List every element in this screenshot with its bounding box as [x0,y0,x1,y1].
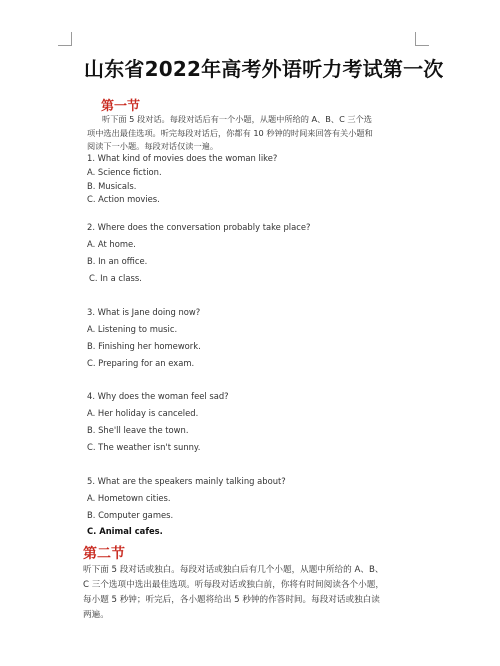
question-4: 4. Why does the woman feel sad? [87,391,229,401]
question-2-option-c: C. In a class. [89,273,142,283]
question-2-option-a: A. At home. [87,239,136,249]
question-2: 2. Where does the conversation probably take place? [87,222,311,232]
section1-heading: 第一节 [101,99,141,114]
question-5-option-c: C. Animal cafes. [87,526,163,536]
section1-intro-line: 阅读下一小题。每段对话仅读一遍。 [87,141,219,151]
question-1-option-b: B. Musicals. [87,181,137,191]
section2-intro-line: 每小题 5 秒钟；听完后，各小题将给出 5 秒钟的作答时间。每段对话或独白读 [83,595,380,605]
question-3: 3. What is Jane doing now? [87,307,201,317]
page-title: 山东省2022年高考外语听力考试第一次 [84,57,444,81]
crop-mark-top-right-h [415,45,429,46]
question-1-option-c: C. Action movies. [87,194,160,204]
question-4-option-b: B. She'll leave the town. [87,425,189,435]
section2-intro [83,563,384,623]
question-1-option-a: A. Science fiction. [87,167,162,177]
question-1: 1. What kind of movies does the woman like? [87,153,278,163]
section2-intro-line: C 三个选项中选出最佳选项。听每段对话或独白前，你将有时间阅读各个小题， [83,580,384,590]
question-4-option-c: C. The weather isn't sunny. [87,442,201,452]
crop-mark-top-left-h [58,45,72,46]
section2-intro-line: 听下面 5 段对话或独白。每段对话或独白后有几个小题，从题中所给的 A、B、 [83,565,384,575]
question-5-option-a: A. Hometown cities. [87,493,171,503]
crop-mark-top-right-v [415,32,416,46]
crop-mark-top-left-v [71,32,72,46]
question-3-option-c: C. Preparing for an exam. [87,358,195,368]
question-4-option-a: A. Her holiday is canceled. [87,408,199,418]
question-2-option-b: B. In an office. [87,256,148,266]
question-5: 5. What are the speakers mainly talking about? [87,476,286,486]
section2-intro-line: 两遍。 [83,610,109,620]
section1-intro-line: 听下面 5 段对话。每段对话后有一个小题，从题中所给的 A、B、C 三个选 [102,114,372,124]
question-3-option-a: A. Listening to music. [87,324,178,334]
question-3-option-b: B. Finishing her homework. [87,341,201,351]
section2-heading: 第二节 [83,546,125,562]
question-5-option-b: B. Computer games. [87,510,174,520]
section1-intro-line: 项中选出最佳选项。听完每段对话后，你都有 10 秒钟的时间来回答有关小题和 [87,127,373,138]
section1-intro [87,113,373,154]
